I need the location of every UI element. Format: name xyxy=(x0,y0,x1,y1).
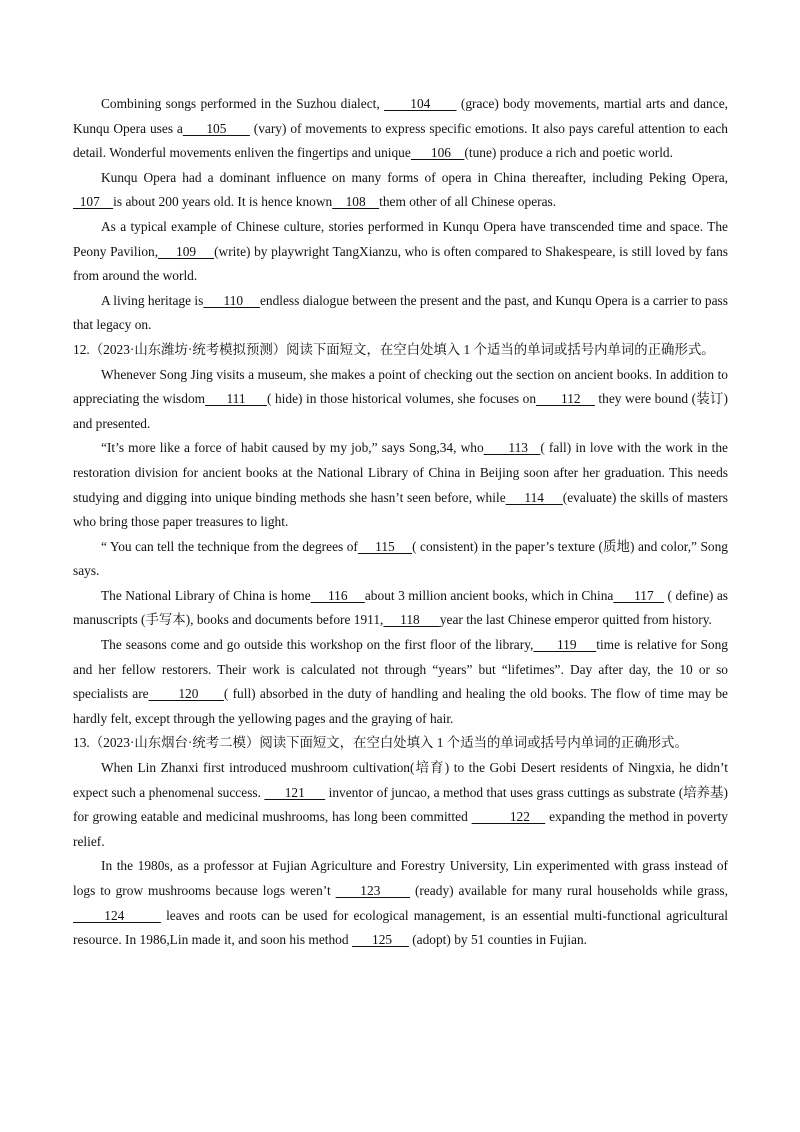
question-13 xyxy=(73,731,728,952)
answer-blank-114[interactable]: 114 xyxy=(505,489,563,505)
answer-blank-109[interactable]: 109 xyxy=(158,243,215,259)
answer-blank-124[interactable]: 124 xyxy=(73,907,161,923)
answer-blank-113[interactable]: 113 xyxy=(483,440,541,456)
paragraph: As a typical example of Chinese culture, stories performed in Kunqu Opera have transcended time and space. The Peony Pavilion, 109 (write) by playwright TangXianzu, who is often compared to Shakespeare, is still loved by fans from around the world. xyxy=(73,218,729,284)
paragraph: Kunqu Opera had a dominant influence on many forms of opera in China thereafter, including Peking Opera, 107 is about 200 years old. It is hence known 108 them other of all Chinese operas. xyxy=(73,169,728,210)
answer-blank-122[interactable]: 122 xyxy=(471,809,546,825)
answer-blank-123[interactable]: 123 xyxy=(335,883,411,898)
answer-blank-117[interactable]: 117 xyxy=(613,587,665,603)
question-12 xyxy=(73,338,728,732)
answer-blank-110[interactable]: 110 xyxy=(203,292,260,308)
answer-blank-104[interactable]: 104 xyxy=(384,96,457,111)
answer-blank-120[interactable]: 120 xyxy=(148,686,224,702)
answer-blank-121[interactable]: 121 xyxy=(264,784,326,800)
answer-blank-118[interactable]: 118 xyxy=(383,612,440,628)
question-heading: 12.（2023·山东潍坊·统考模拟预测）阅读下面短文，在空白处填入 1 个适当的单词或括号内单词的正确形式。 xyxy=(73,341,715,357)
paragraph: The seasons come and go outside this workshop on the first floor of the library, 119 time is relative for Song and her fellow restorers. Their work is calculated not through “years” but “lifetimes”. Day after day, the 10 or so specialists are 120 ( full) absorbed in the duty of handling and healing the old books. The flow of time may be hardly felt, except through the yellowing pages and the graying of hair. xyxy=(73,637,728,726)
answer-blank-125[interactable]: 125 xyxy=(351,932,409,948)
question-heading: 13.（2023·山东烟台·统考二模）阅读下面短文，在空白处填入 1 个适当的单词或括号内单词的正确形式。 xyxy=(73,735,688,751)
paragraph: The National Library of China is home 116 about 3 million ancient books, which in China 117 ( define) as manuscripts (手写本), books and documents before 1911, 118 year the last Chinese emperor quitted from history. xyxy=(73,587,728,628)
answer-blank-115[interactable]: 115 xyxy=(357,538,413,554)
answer-blank-105[interactable]: 105 xyxy=(182,120,250,136)
paragraph: “It’s more like a force of habit caused by my job,” says Song,34, who 113 ( fall) in love with the work in the restoration division for ancient books at the National Library of China in Beijing soon after her graduation. This needs studying and digging into unique binding methods she hasn’t seen before, while 114 (evaluate) the skills of masters who bring those paper treasures to light. xyxy=(73,440,728,530)
paragraph: A living heritage is 110 endless dialogue between the present and the past, and Kunqu Opera is a carrier to pass that legacy on. xyxy=(73,292,728,333)
answer-blank-116[interactable]: 116 xyxy=(310,587,365,603)
answer-blank-119[interactable]: 119 xyxy=(533,637,597,653)
answer-blank-107[interactable]: 107 xyxy=(73,194,114,210)
paragraph: Whenever Song Jing visits a museum, she makes a point of checking out the section on ancient books. In addition to appreciating the wisdom 111 ( hide) in those historical volumes, she focuses on 112 they were bound (装订) and presented. xyxy=(73,366,729,431)
paragraph: When Lin Zhanxi first introduced mushroom cultivation(培育) to the Gobi Desert residents of Ningxia, he didn’t expect such a phenomenal success. 121 inventor of juncao, a method that uses grass cuttings as substrate (培养基) for growing eatable and medicinal mushrooms, has long been committed 122 expanding the method in poverty relief. xyxy=(73,760,729,849)
answer-blank-108[interactable]: 108 xyxy=(332,194,380,210)
paragraph: Combining songs performed in the Suzhou dialect, 104 (grace) body movements, martial arts and dance, Kunqu Opera uses a 105 (vary) of movements to express specific emotions. It also pays careful attention to each detail. Wonderful movements enliven the fingertips and unique 106 (tune) produce a rich and poetic world. xyxy=(73,96,728,161)
document-body xyxy=(73,92,728,953)
answer-blank-112[interactable]: 112 xyxy=(536,391,595,407)
answer-blank-106[interactable]: 106 xyxy=(410,145,465,161)
passage-kunqu xyxy=(73,92,728,338)
answer-blank-111[interactable]: 111 xyxy=(205,391,267,407)
paragraph: In the 1980s, as a professor at Fujian Agriculture and Forestry University, Lin experimented with grass instead of logs to grow mushrooms because logs weren’t 123 (ready) available for many rural households while grass, 124 leaves and roots can be used for ecological management, is an essential multi-functional agricultural resource. In 1986,Lin made it, and soon his method 125 (adopt) by 51 counties in Fujian. xyxy=(73,858,729,948)
paragraph: “ You can tell the technique from the degrees of 115 ( consistent) in the paper’s texture (质地) and color,” Song says. xyxy=(73,538,729,579)
